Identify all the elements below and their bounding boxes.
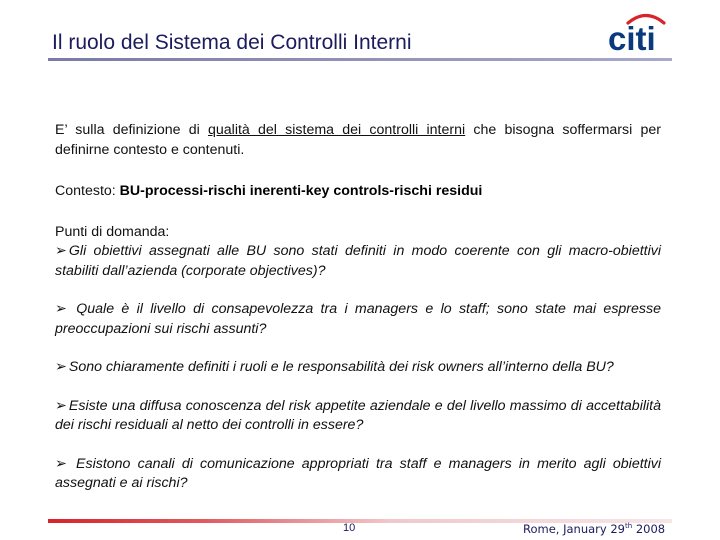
context-label: Contesto:: [55, 183, 120, 199]
citi-logo: [606, 10, 672, 54]
arrow-bullet-icon: ➢: [55, 301, 67, 317]
underlined-phrase: qualità del sistema dei controlli interni: [208, 122, 466, 138]
logo-text: citi: [608, 20, 656, 54]
questions-heading: Punti di domanda:: [55, 223, 170, 240]
title-underline: [48, 58, 672, 61]
slide-title: Il ruolo del Sistema dei Controlli Interni: [52, 31, 412, 54]
question-item: ➢ Sono chiaramente definiti i ruoli e le responsabilità dei risk owners all’interno della BU?: [55, 359, 614, 375]
question-item: ➢ Gli obiettivi assegnati alle BU sono stati definiti in modo coerente con gli macro-obiettivi stabiliti dall’azienda (corporate objectives)?: [55, 243, 661, 279]
context-value: BU-processi-rischi inerenti-key controls-rischi residui: [119, 183, 483, 199]
context-line: [55, 182, 661, 202]
arrow-bullet-icon: ➢: [55, 243, 67, 259]
question-item: ➢ Esiste una diffusa conoscenza del risk appetite aziendale e del livello massimo di accettabilità dei rischi residuali al netto dei controlli in essere?: [55, 397, 661, 433]
footer-date: Rome, January 29th 2008: [523, 522, 666, 536]
question-item: ➢ Quale è il livello di consapevolezza tra i managers e lo staff; sono state mai espresse preoccupazioni sui rischi assunti?: [55, 301, 661, 337]
intro-paragraph: E’ sulla definizione di qualità del sistema dei controlli interni che bisogna soffermarsi per definirne contesto e contenuti.: [55, 122, 661, 158]
slide-body: [55, 121, 661, 494]
question-item: ➢ Esistono canali di comunicazione appropriati tra staff e managers in merito agli obiettivi assegnati e ai rischi?: [55, 455, 661, 491]
arrow-bullet-icon: ➢: [55, 397, 67, 414]
arrow-bullet-icon: ➢: [55, 359, 67, 375]
arrow-bullet-icon: ➢: [55, 455, 67, 472]
page-number: 10: [343, 522, 356, 534]
